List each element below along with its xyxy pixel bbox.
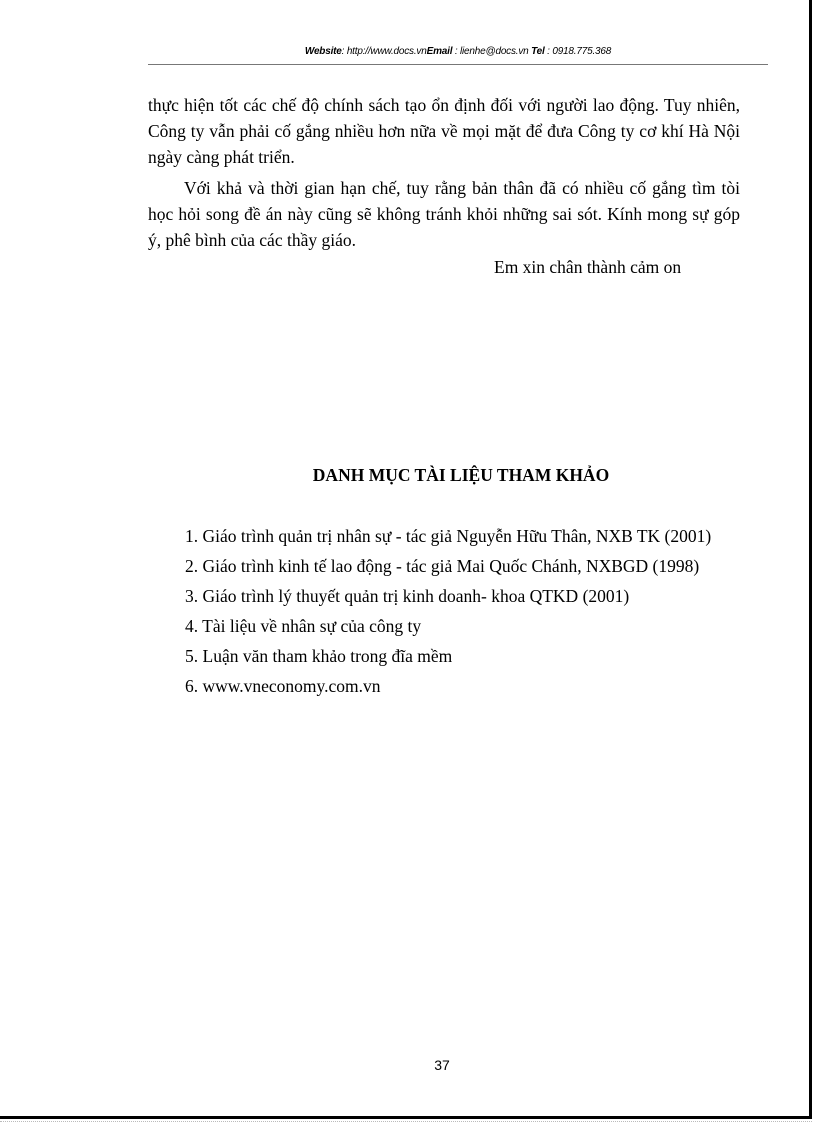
- reference-item: 1. Giáo trình quản trị nhân sự - tác giả Nguyễn Hữu Thân, NXB TK (2001): [185, 526, 712, 546]
- reference-item: 6. www.vneconomy.com.vn: [185, 676, 381, 696]
- paragraph-continuation: thực hiện tốt các chế độ chính sách tạo ổn định đối với người lao động. Tuy nhiên, Công ty vẫn phải cố gắng nhiều hơn nữa về mọi mặt để đưa Công ty cơ khí Hà Nội ngày càng phát triển.: [148, 95, 740, 167]
- paragraph-closing: Với khả và thời gian hạn chế, tuy rằng bản thân đã có nhiều cố gắng tìm tòi học hỏi song đề án này cũng sẽ không tránh khỏi những sai sót. Kính mong sự góp ý, phê bình của các thầy giáo.: [148, 178, 740, 250]
- references-title: DANH MỤC TÀI LIỆU THAM KHẢO: [312, 465, 610, 485]
- reference-item: 4. Tài liệu về nhân sự của công ty: [185, 616, 422, 636]
- references-list: [185, 523, 739, 703]
- reference-item: 5. Luận văn tham khảo trong đĩa mềm: [185, 646, 453, 666]
- bottom-divider: [0, 1121, 812, 1122]
- tel-value: : 0918.775.368: [544, 46, 612, 57]
- page-header: [148, 46, 768, 57]
- reference-item: 3. Giáo trình lý thuyết quản trị kinh doanh- khoa QTKD (2001): [185, 586, 630, 606]
- signoff-line: Em xin chân thành cảm on: [494, 257, 682, 277]
- email-value: : lienhe@docs.vn: [452, 46, 532, 57]
- email-label: Email: [426, 46, 453, 57]
- website-value: : http://www.docs.vn: [341, 46, 427, 57]
- header-divider: [148, 64, 768, 65]
- tel-label: Tel: [531, 46, 545, 57]
- page-number: 37: [434, 1057, 450, 1073]
- website-label: Website: [304, 46, 342, 57]
- reference-item: 2. Giáo trình kinh tế lao động - tác giả Mai Quốc Chánh, NXBGD (1998): [185, 556, 700, 576]
